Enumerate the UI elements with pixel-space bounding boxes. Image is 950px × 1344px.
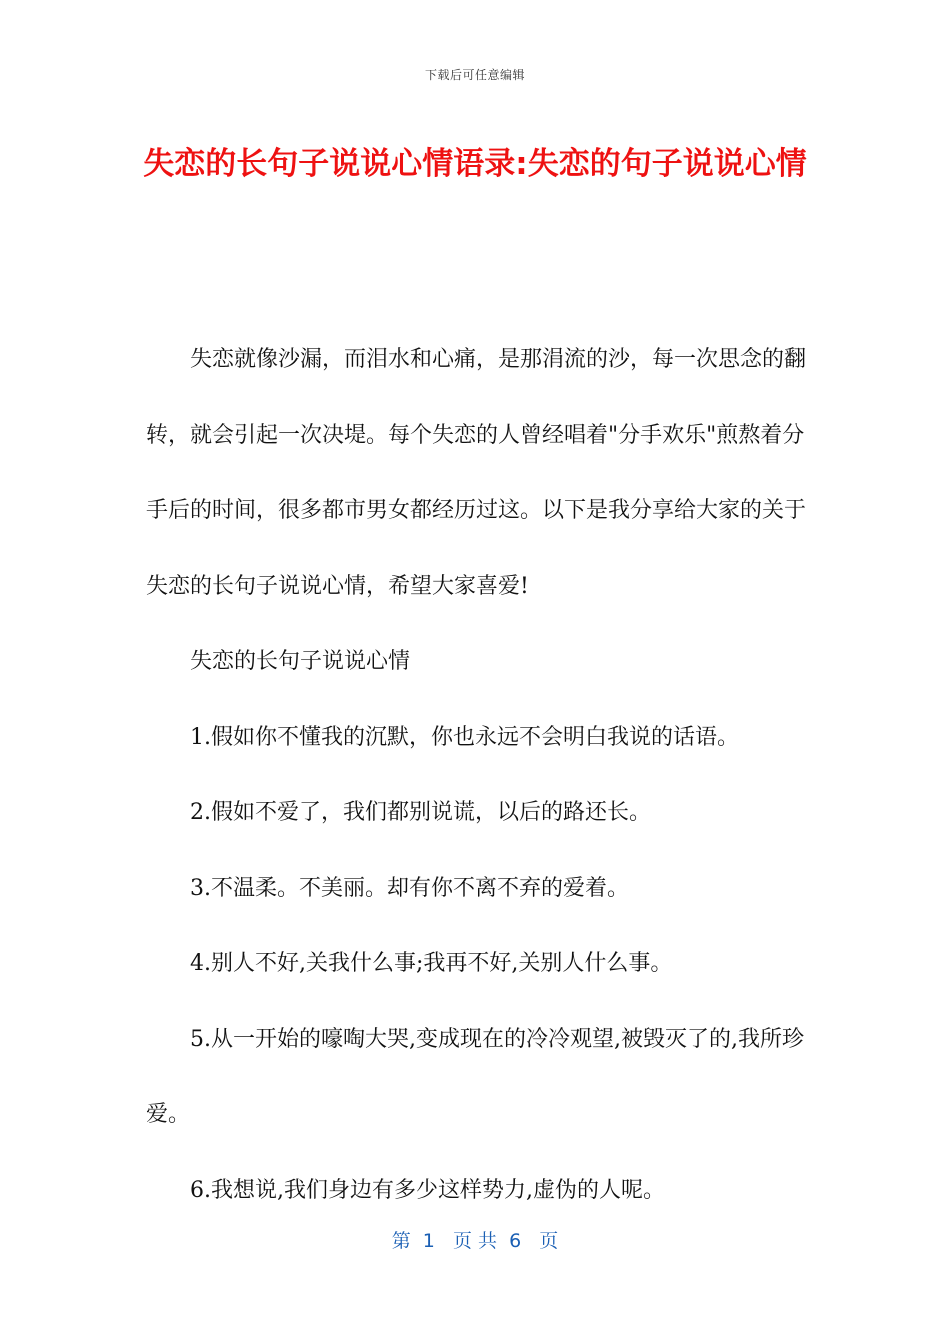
list-item-6: 6.我想说,我们身边有多少这样势力,虚伪的人呢。 xyxy=(190,1177,665,1203)
list-item-3: 3.不温柔。不美丽。却有你不离不弃的爱着。 xyxy=(190,875,629,901)
page-number: 第 1 页 共 6 页 xyxy=(391,1230,559,1252)
document-title: 失恋的长句子说说心情语录:失恋的句子说说心情 xyxy=(143,146,807,182)
list-item-2: 2.假如不爱了，我们都别说谎，以后的路还长。 xyxy=(190,800,651,825)
list-item-4: 4.别人不好,关我什么事;我再不好,关别人什么事。 xyxy=(190,951,673,976)
section-heading: 失恋的长句子说说心情 xyxy=(190,649,411,674)
document-body xyxy=(146,322,806,1228)
list-item-1: 1.假如你不懂我的沉默，你也永远不会明白我说的话语。 xyxy=(190,724,739,750)
header-note: 下载后可任意编辑 xyxy=(424,68,525,82)
list-item-5: 5.从一开始的嚎啕大哭,变成现在的冷冷观望,被毁灭了的,我所珍爱。 xyxy=(146,1026,804,1127)
intro-paragraph: 失恋就像沙漏，而泪水和心痛，是那涓流的沙，每一次思念的翻转，就会引起一次决堤。每个失恋的人曾经唱着"分手欢乐"煎熬着分手后的时间，很多都市男女都经历过这。以下是我分享给大家的关于失恋的长句子说说心情，希望大家喜爱! xyxy=(146,347,807,599)
